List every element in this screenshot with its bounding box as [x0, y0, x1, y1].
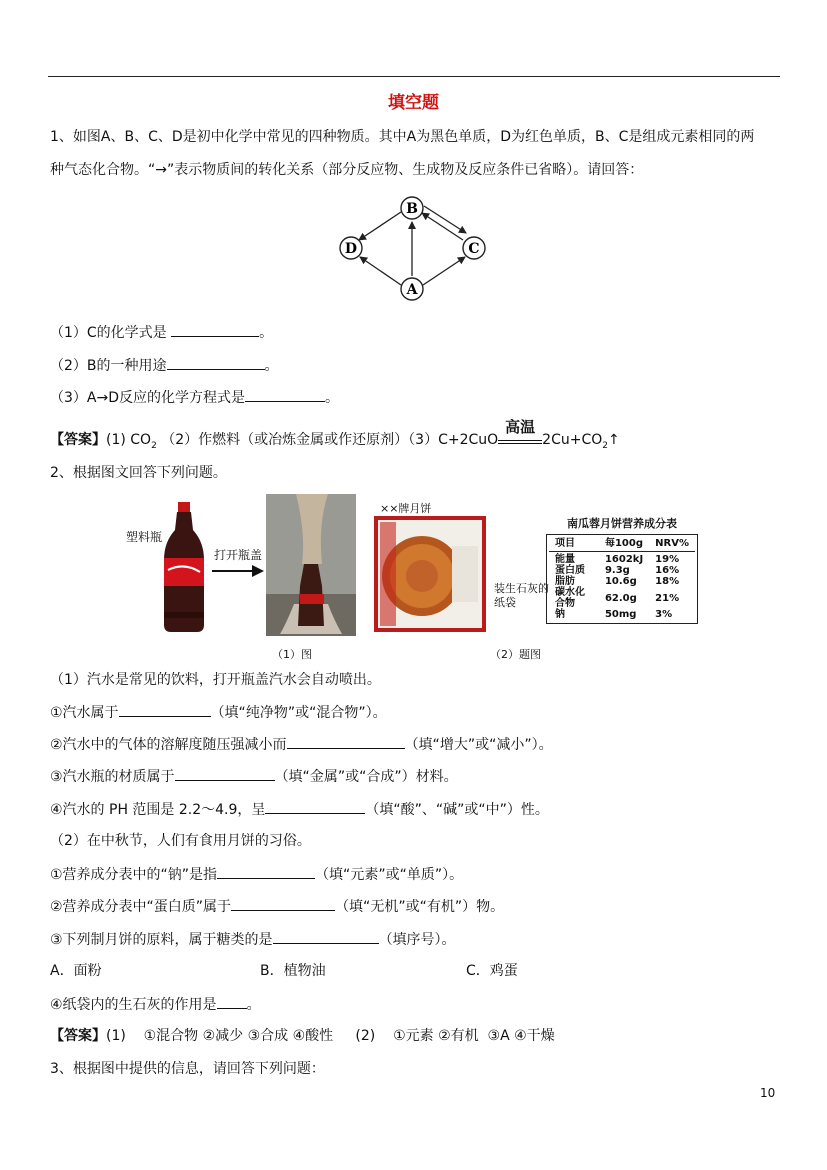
q1-line2: 种气态化合物。“→”表示物质间的转化关系（部分反应物、生成物及反应条件已省略）。请回答： [50, 162, 644, 178]
answer-label: 【答案】 [50, 1028, 106, 1044]
quicklime-bag-label: 装生石灰的纸袋 [494, 582, 549, 609]
table-cell: 18% [655, 576, 680, 587]
q1-part2-end: 。 [264, 358, 279, 374]
option-b[interactable]: B．植物油 [260, 963, 326, 979]
table-cell: 16% [655, 565, 680, 576]
table-row [549, 554, 695, 565]
q2-sub1c [50, 766, 458, 787]
q2-options [50, 961, 518, 981]
q1-answer [50, 418, 620, 456]
answer-blank[interactable] [175, 766, 275, 781]
answer-part3: 2Cu+CO [542, 432, 603, 448]
q1-part2 [50, 355, 279, 376]
reaction-condition [498, 418, 542, 444]
table-cell: 钠 [555, 609, 565, 620]
q2-sub2a-text: ①营养成分表中的“钠”是指 [50, 867, 218, 883]
conversion-diagram [330, 190, 500, 305]
q1-part1-text: （1）C的化学式是 [50, 325, 172, 341]
node-label: B [406, 201, 418, 217]
q2-sub2b-text: ②营养成分表中“蛋白质”属于 [50, 899, 232, 915]
q2-sub2d-text: ④纸袋内的生石灰的作用是 [50, 997, 217, 1013]
q2-sub1d-end: （填“酸”、“碱”或“中”）性。 [365, 802, 549, 818]
answer-blank[interactable] [231, 896, 335, 911]
q1-part1 [50, 322, 273, 343]
right-arrow-icon [212, 564, 264, 578]
q2-sub2a-end: （填“元素”或“单质”）。 [315, 867, 464, 883]
mooncake-bag-title: ××牌月饼 [380, 502, 432, 515]
q2-sub2d-end: 。 [246, 997, 261, 1013]
table-cell: 10.6g [604, 576, 637, 587]
subscript: 2 [602, 440, 608, 451]
answer-blank[interactable] [217, 864, 315, 879]
table-cell: 3% [655, 609, 673, 620]
answer-part2: （2）作燃料（或冶炼金属或作还原剂）（3）C+2CuO [156, 432, 499, 448]
table-cell: 能量 [555, 554, 575, 565]
figure-1-caption: （1）图 [272, 648, 312, 661]
option-a[interactable]: A．面粉 [50, 963, 102, 979]
answer-label: 【答案】 [50, 432, 106, 448]
arrow-b-to-d [359, 212, 401, 240]
q2-sub2a [50, 864, 463, 885]
q2-sub2c-end: （填序号）。 [378, 932, 456, 948]
q2-sub1b [50, 734, 553, 755]
table-cell: 碳水化合物 [555, 587, 585, 609]
table-header-row [549, 538, 695, 549]
q2-sub1a [50, 702, 387, 723]
answer-text: (1) ①混合物 ②减少 ③合成 ④酸性 (2) ①元素 ②有机 ③A ④干燥 [106, 1028, 555, 1044]
page-number: 10 [760, 1086, 776, 1100]
q1-part2-text: （2）B的一种用途 [50, 358, 167, 374]
node-b [401, 197, 423, 219]
figure-2-caption: （2）题图 [490, 648, 541, 661]
table-header-cell: 每100g [604, 538, 644, 549]
answer-blank[interactable] [287, 734, 405, 749]
header-rule [48, 76, 780, 77]
table-header-cell: 项目 [555, 538, 575, 549]
mooncake-package-photo [374, 516, 486, 632]
condition-text: 高温 [505, 418, 536, 436]
arrow-a-to-c [423, 257, 465, 285]
table-cell: 蛋白质 [555, 565, 585, 576]
node-c [463, 237, 485, 259]
table-cell: 21% [655, 592, 680, 604]
node-a [401, 278, 423, 300]
soda-eruption-photo [266, 494, 356, 636]
answer-blank[interactable] [265, 799, 365, 814]
bottle-label: 塑料瓶 [126, 530, 163, 544]
table-cell: 1602kJ [604, 554, 644, 565]
option-c[interactable]: C．鸡蛋 [466, 963, 518, 979]
answer-part1: (1) CO [106, 432, 152, 448]
table-row [549, 565, 695, 576]
q2-sub1c-text: ③汽水瓶的材质属于 [50, 769, 175, 785]
q2-sub1a-end: （填“纯净物”或“混合物”）。 [210, 705, 387, 721]
q2-sub1d [50, 799, 549, 820]
q2-sub1b-text: ②汽水中的气体的溶解度随压强减小而 [50, 737, 287, 753]
answer-blank[interactable] [245, 387, 325, 402]
answer-blank[interactable] [273, 929, 379, 944]
node-label: C [468, 241, 480, 257]
q2-sub1b-end: （填“增大”或“减小”）。 [404, 737, 553, 753]
section-title: 填空题 [388, 93, 439, 113]
node-label: D [344, 241, 358, 257]
answer-blank[interactable] [167, 355, 265, 370]
answer-blank[interactable] [171, 322, 259, 337]
table-cell: 62.0g [604, 592, 637, 604]
q3-intro: 3、根据图中提供的信息，请回答下列问题： [50, 1061, 325, 1077]
table-row [549, 587, 695, 609]
subscript: 2 [151, 440, 157, 451]
arrow-a-to-d [360, 257, 401, 285]
table-header-cell: NRV% [655, 538, 689, 549]
q1-part1-end: 。 [259, 325, 274, 341]
q2-intro: 2、根据图文回答下列问题。 [50, 465, 227, 481]
q1-part3-text: （3）A→D反应的化学方程式是 [50, 390, 245, 406]
q1-line1: 1、如图A、B、C、D是初中化学中常见的四种物质。其中A为黑色单质，D为红色单质，B、C是组成元素相同的两 [50, 129, 755, 145]
table-cell: 脂肪 [555, 576, 575, 587]
q2-sub2: （2）在中秋节，人们有食用月饼的习俗。 [50, 833, 311, 849]
node-label: A [406, 282, 418, 298]
nutrition-table-title: 南瓜蓉月饼营养成分表 [567, 517, 677, 530]
q1-part3-end: 。 [325, 390, 339, 406]
open-cap-label: 打开瓶盖 [214, 548, 263, 562]
answer-blank[interactable] [217, 994, 247, 1009]
answer-blank[interactable] [119, 702, 211, 717]
q1-part3 [50, 387, 339, 408]
node-d [340, 237, 362, 259]
nutrition-table [549, 538, 695, 620]
q2-sub2c-text: ③下列制月饼的原料，属于糖类的是 [50, 932, 273, 948]
table-cell: 9.3g [604, 565, 630, 576]
cola-bottle-image [160, 500, 208, 634]
q2-answer [50, 1026, 555, 1046]
arrow-b-to-c [424, 206, 466, 233]
table-cell: 50mg [604, 609, 637, 620]
q2-sub1c-end: （填“金属”或“合成”）材料。 [274, 769, 458, 785]
q2-sub1a-text: ①汽水属于 [50, 705, 119, 721]
q2-sub2b [50, 896, 504, 917]
table-row [549, 609, 695, 620]
nutrition-table-figure [546, 515, 698, 624]
table-row [549, 576, 695, 587]
gas-arrow: ↑ [608, 432, 620, 448]
q2-sub1d-text: ④汽水的 PH 范围是 2.2～4.9，呈 [50, 802, 266, 818]
q2-sub2b-end: （填“无机”或“有机”）物。 [335, 899, 505, 915]
q2-sub2c [50, 929, 456, 950]
q2-sub1: （1）汽水是常见的饮料，打开瓶盖汽水会自动喷出。 [50, 672, 381, 688]
table-cell: 19% [655, 554, 680, 565]
q2-sub2d [50, 994, 261, 1015]
